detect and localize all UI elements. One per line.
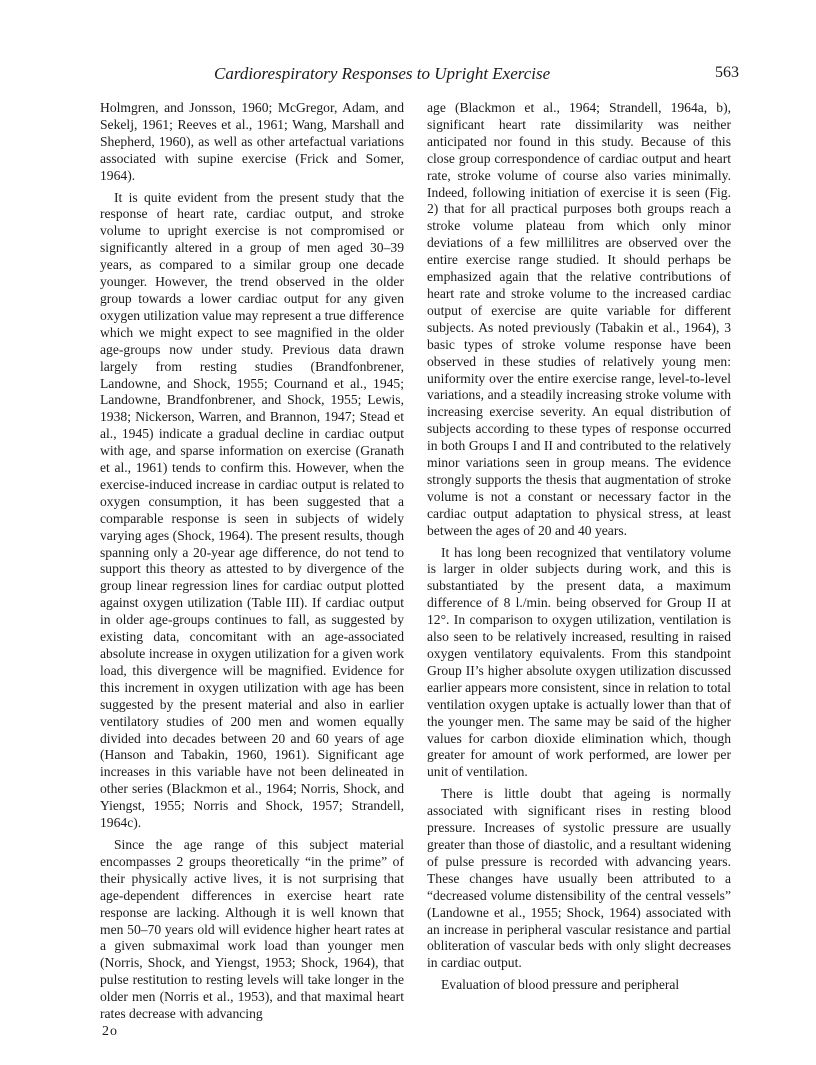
paragraph: Since the age range of this subject material encompasses 2 groups theoretically “in the prime” of their physically active lives, it is not surprising that age-dependent differences in exercise heart rate response are lacking. Although it is well known that men 50–70 years old will evidence higher heart rates at a given submaximal work load than younger men (Norris, Shock, and Yiengst, 1953; Shock, 1964), that pulse restitution to resting levels will take longer in the older men (Norris et al., 1953), and that maximal heart rates decrease with advancing	[100, 836, 404, 1022]
paragraph: There is little doubt that ageing is normally associated with significant rises in resting blood pressure. Increases of systolic pressure are usually greater than those of diastolic, and a resultant widening of pulse pressure is recorded with advancing years. These changes have usually been attributed to a “decreased volume distensibility of the central vessels” (Landowne et al., 1955; Shock, 1964) associated with an increase in peripheral vascular resistance and partial obliteration of vascular beds with only slight decreases in cardiac output.	[427, 786, 731, 971]
paragraph: Evaluation of blood pressure and peripheral	[441, 977, 680, 993]
paragraph: It is quite evident from the present study that the response of heart rate, cardiac output, and stroke volume to upright exercise is not compromised or significantly altered in a group of men aged 30–39 years, as compared to a similar group one decade younger. However, the trend observed in the older group towards a lower cardiac output for any given oxygen utilization value may represent a true difference which we might expect to see magnified in the older age-groups now under study. Previous data drawn largely from resting studies (Brandfonbrener, Landowne, and Shock, 1955; Cournand et al., 1945; Landowne, Brandfonbrener, and Shock, 1955; Lewis, 1938; Nickerson, Warren, and Brannon, 1947; Stead et al., 1945) indicate a gradual decline in cardiac output with age, and sparse information on exercise (Granath et al., 1961) tends to confirm this. However, when the exercise-induced increase in cardiac output is related to oxygen consumption, it has been suggested that a comparable response is seen in subjects of widely varying ages (Shock, 1964). The present results, though spanning only a 20-year age difference, do not tend to support this theory as attested to by divergence of the group linear regression lines for cardiac output plotted against oxygen utilization (Table III). If cardiac output in older age-groups continues to fall, as suggested by existing data, concomitant with an age-associated absolute increase in oxygen utilization for a given work load, this divergence will be magnified. Evidence for this increment in oxygen utilization with age has been suggested by the present material and also in earlier ventilatory studies of 200 men and women equally divided into decades between 20 and 60 years of age (Hanson and Tabakin, 1960, 1961). Significant age increases in this variable have not been delineated in other series (Blackmon et al., 1964; Norris, Shock, and Yiengst, 1955; Norris and Shock, 1957; Strandell, 1964c).	[100, 189, 404, 831]
left-column	[100, 100, 404, 1028]
signature-mark: 2o	[102, 1024, 118, 1039]
right-column	[427, 100, 731, 999]
paragraph: age (Blackmon et al., 1964; Strandell, 1964a, b), significant heart rate dissimilarity was neither anticipated nor found in this study. Because of this close group correspondence of cardiac output and heart rate, stroke volume of course also varies minimally. Indeed, following initiation of exercise it is seen (Fig. 2) that for all practical purposes both groups reach a stroke volume plateau from which only minor deviations of a few millilitres are observed over the entire exercise range studied. It should perhaps be emphasized again that the relative contributions of heart rate and stroke volume to the increased cardiac output of exercise are quite variable for different subjects. As noted previously (Tabakin et al., 1964), 3 basic types of stroke volume response have been observed in these studies of relatively young men: uniformity over the entire exercise range, level-to-level variations, and a steadily increasing stroke volume with increasing exercise severity. An equal distribution of subjects according to these types of response occurred in both Groups I and II and contributed to the relatively minor variations seen in group means. The evidence strongly supports the thesis that augmentation of stroke volume is not a constant or necessary factor in the cardiac output adaptation to physical stress, at least between the ages of 20 and 40 years.	[427, 100, 731, 538]
running-title: Cardiorespiratory Responses to Upright Exercise	[214, 64, 551, 83]
page-header	[214, 64, 739, 90]
paragraph: Holmgren, and Jonsson, 1960; McGregor, Adam, and Sekelj, 1961; Reeves et al., 1961; Wang, Marshall and Shepherd, 1960), as well as other artefactual variations associated with supine exercise (Frick and Somer, 1964).	[100, 100, 404, 183]
paragraph: It has long been recognized that ventilatory volume is larger in older subjects during work, and this is substantiated by the present data, a maximum difference of 8 l./min. being observed for Group II at 12°. In comparison to oxygen utilization, ventilation is also seen to be relatively increased, resulting in raised oxygen ventilatory equivalents. From this standpoint Group II’s higher absolute oxygen utilization discussed earlier appears more consistent, since in relation to total ventilation oxygen uptake is actually lower than that of the younger men. The same may be said of the higher values for carbon dioxide elimination which, though greater for amount of work performed, are lower per unit of ventilation.	[427, 544, 731, 780]
page-number: 563	[715, 64, 739, 81]
